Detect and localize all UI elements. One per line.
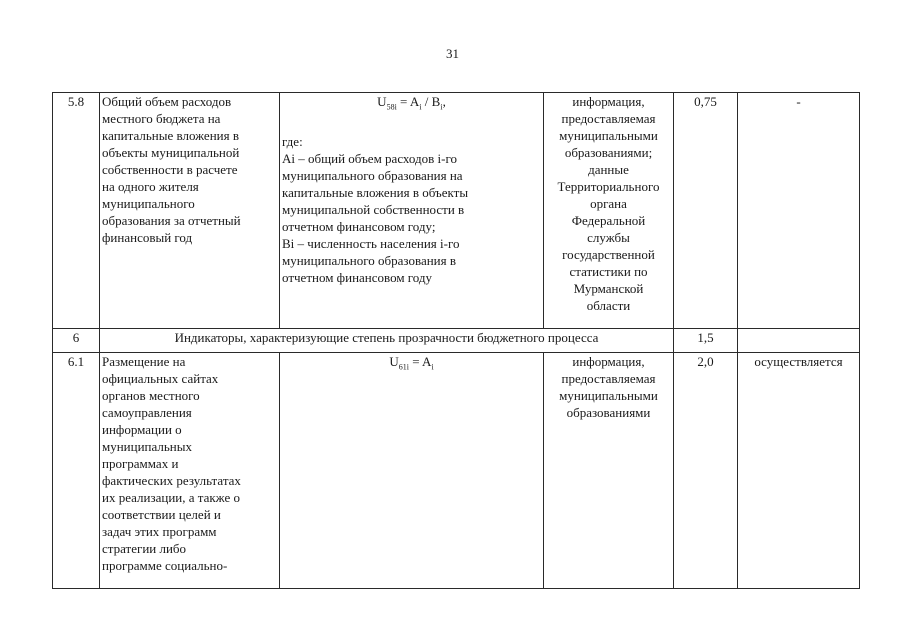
weight-value: 1,5	[674, 329, 738, 353]
page-number: 31	[446, 46, 459, 61]
section-title: Индикаторы, характеризующие степень прозрачности бюджетного процесса	[100, 329, 674, 353]
indicator-formula	[280, 353, 544, 589]
table-row	[53, 329, 860, 353]
formula-description: где: Ai – общий объем расходов i-го муниципального образования на капитальные вложения в объекты муниципальной собственности в отчетном финансовом году; Bi – численность населения i-го муниципального образования в отчетном финансовом году	[282, 133, 469, 285]
table-row	[53, 93, 860, 329]
indicator-name: Общий объем расходов местного бюджета на капитальные вложения в объекты муниципальной собственности в расчете на одного жителя муниципального образования за отчетный финансовый год	[100, 93, 280, 329]
row-number: 6.1	[53, 353, 100, 589]
table-row	[53, 353, 860, 589]
formula-expression: $U_{58i} = A_i / B_i$,	[377, 94, 446, 112]
row-number: 5.8	[53, 93, 100, 329]
note-value	[738, 329, 860, 353]
note-value: осуществляется	[738, 353, 860, 589]
data-source: информация, предоставляемая муниципальными образованиями	[544, 353, 674, 589]
indicator-formula	[280, 93, 544, 329]
indicators-table	[52, 92, 860, 589]
note-value: -	[738, 93, 860, 329]
weight-value: 0,75	[674, 93, 738, 329]
data-source: информация, предоставляемая муниципальными образованиями; данные Территориального органа Федеральной службы государственной статистики по Мурманской области	[544, 93, 674, 329]
weight-value: 2,0	[674, 353, 738, 589]
row-number: 6	[53, 329, 100, 353]
indicator-name: Размещение на официальных сайтах органов местного самоуправления информации о муниципальных программах и фактических результатах их реализации, а также о соответствии целей и задач этих программ стратегии либо программе социально-	[100, 353, 280, 589]
formula-expression: $U_{61i} = A_i$	[389, 354, 434, 372]
